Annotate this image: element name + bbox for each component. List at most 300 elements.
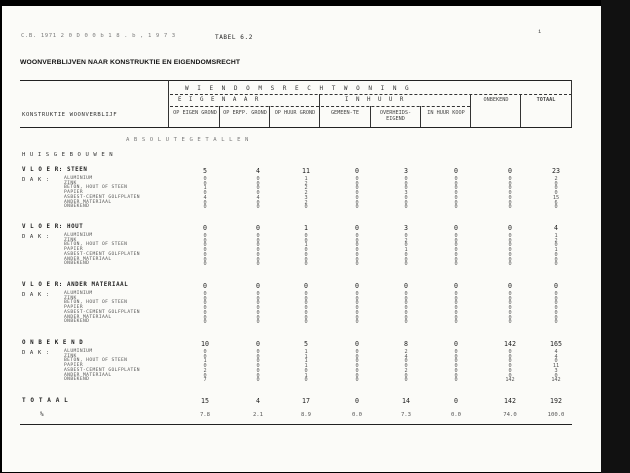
group-main-value: 5 (203, 167, 207, 175)
dak-value: 0 (454, 247, 458, 254)
percent-value: 0.0 (450, 412, 462, 418)
dak-item-label: ALUMINIUM (64, 291, 93, 296)
dak-value-column (399, 292, 413, 325)
dak-value-column (549, 350, 563, 383)
dak-value: 2 (404, 237, 408, 244)
dak-value: 0 (508, 242, 512, 249)
dak-item-label: ONBEKEND (64, 377, 90, 383)
dak-value: 0 (256, 251, 260, 258)
dak-value: 4 (554, 353, 558, 360)
dak-value: 0 (203, 261, 207, 268)
dak-value: 0 (304, 319, 308, 326)
dak-label: D A K : (22, 350, 50, 356)
dak-value: 0 (256, 185, 260, 192)
dak-value: 0 (404, 180, 408, 187)
dak-value-column (549, 234, 563, 267)
dak-value: 0 (355, 261, 359, 268)
dak-value: 0 (355, 190, 359, 197)
dak-value: 0 (554, 185, 558, 192)
dak-value-column (350, 350, 364, 383)
dak-value-column (449, 350, 463, 383)
page-mark: i (538, 29, 542, 35)
total-value: 15 (201, 397, 209, 405)
dak-value: 0 (508, 199, 512, 206)
table-number: TABEL 6.2 (215, 34, 253, 41)
dak-value-column (251, 350, 265, 383)
dak-item-label: PAPIER (64, 247, 83, 253)
percent-value: 2.1 (252, 412, 264, 418)
total-value: 142 (504, 397, 516, 405)
dak-item-label: BETON, HOUT OF STEEN (64, 185, 128, 191)
group-main-value: 10 (201, 340, 209, 348)
dak-value: 0 (404, 291, 408, 297)
dak-item-label: BETON, HOUT OF STEEN (64, 242, 128, 248)
dak-value: 2 (203, 367, 207, 374)
dak-value: 0 (508, 295, 512, 302)
dak-value: 0 (508, 358, 512, 365)
dak-value: 0 (404, 251, 408, 258)
dak-value: 0 (203, 305, 207, 312)
dak-value: 0 (355, 305, 359, 312)
dak-value: 0 (203, 300, 207, 307)
dak-value: 0 (454, 185, 458, 192)
dak-value: 0 (508, 185, 512, 192)
dak-value: 0 (404, 233, 408, 239)
dak-value: 142 (551, 377, 561, 384)
totals-label: T O T A A L (22, 397, 69, 404)
dak-item-label: PAPIER (64, 363, 83, 369)
col-header-5: OVERHEIDS-EIGEND (379, 110, 412, 122)
dak-value: 0 (203, 372, 207, 379)
percent-value: 7.8 (199, 412, 211, 418)
dak-value: 0 (554, 358, 558, 365)
dak-value-column (503, 350, 517, 383)
total-value: 0 (454, 397, 458, 405)
group-main-value: 0 (554, 282, 558, 290)
dak-value: 0 (404, 314, 408, 321)
total-value: 17 (302, 397, 310, 405)
dak-value: 0 (304, 295, 308, 302)
dak-value: 0 (256, 377, 260, 384)
dak-value: 0 (355, 185, 359, 192)
dak-value: 0 (355, 291, 359, 297)
dak-value: 2 (404, 367, 408, 374)
col-header-3: OP HUUR GROND (274, 110, 316, 116)
group-main-value: 0 (454, 282, 458, 290)
dak-value-column (503, 177, 517, 210)
dak-value-column (299, 177, 313, 210)
dak-value: 0 (304, 204, 308, 211)
dak-value: 0 (355, 247, 359, 254)
percent-value: 100.0 (547, 412, 565, 418)
dak-value: 0 (256, 233, 260, 239)
dak-value-column (449, 292, 463, 325)
dak-value: 0 (203, 251, 207, 258)
col-header-6: IN HUUR KOOP (427, 110, 465, 116)
vline-6 (420, 106, 421, 127)
dak-value: 0 (404, 319, 408, 326)
rule-top (20, 80, 572, 81)
vline-2 (219, 106, 220, 127)
dak-value: 0 (454, 180, 458, 187)
dak-value: 0 (304, 291, 308, 297)
dak-value: 0 (304, 377, 308, 384)
dak-value: 0 (355, 199, 359, 206)
dak-value: 0 (454, 309, 458, 316)
dak-value: 7 (203, 377, 207, 384)
dak-value-column (449, 234, 463, 267)
total-value: 14 (402, 397, 410, 405)
house-label: H U I S G E B O U W E N (22, 152, 114, 158)
dak-value: 0 (203, 319, 207, 326)
dak-value: 0 (454, 291, 458, 297)
dak-value: 0 (454, 256, 458, 263)
group-main-value: 0 (256, 224, 260, 232)
dak-value: 0 (508, 300, 512, 307)
dak-label: D A K : (22, 234, 50, 240)
dak-value: 2 (304, 199, 308, 206)
dak-value: 0 (256, 242, 260, 249)
dak-value: 0 (508, 176, 512, 182)
dak-value: 0 (508, 251, 512, 258)
dak-value: 0 (404, 204, 408, 211)
dak-value: 0 (508, 237, 512, 244)
group-header-in-huur: I N H U U R (345, 97, 406, 103)
group-main-value: 0 (355, 340, 359, 348)
group-main-value: 23 (552, 167, 560, 175)
dak-value: 0 (554, 309, 558, 316)
vline-5 (370, 106, 371, 127)
dak-value: 0 (304, 309, 308, 316)
dak-value: 0 (304, 261, 308, 268)
dak-value: 4 (404, 353, 408, 360)
dak-value: 0 (404, 377, 408, 384)
dak-value: 0 (554, 242, 558, 249)
dak-value: 0 (404, 256, 408, 263)
dak-value: 0 (454, 363, 458, 370)
dak-value: 0 (454, 242, 458, 249)
dak-value: 0 (404, 242, 408, 249)
dak-value: 1 (304, 349, 308, 355)
dak-value: 0 (256, 358, 260, 365)
dak-value: 0 (454, 319, 458, 326)
dak-value: 0 (355, 363, 359, 370)
dak-value: 0 (256, 247, 260, 254)
dak-value: 0 (203, 204, 207, 211)
dak-value-column (198, 350, 212, 383)
dak-value: 0 (256, 367, 260, 374)
dak-value-column (198, 177, 212, 210)
rule-bottom (20, 424, 572, 425)
dak-value: 15 (552, 194, 560, 201)
dak-value: 0 (554, 305, 558, 312)
dak-value: 0 (355, 349, 359, 355)
dak-value: 0 (454, 367, 458, 374)
dak-item-label: PAPIER (64, 190, 83, 196)
dak-value: 4 (256, 194, 260, 201)
dak-value: 1 (554, 233, 558, 239)
dak-value: 0 (256, 363, 260, 370)
dak-item-label: ANDER MATERIAAL (64, 314, 112, 320)
dak-value: 0 (304, 256, 308, 263)
rule-group (170, 94, 572, 95)
dak-value: 0 (554, 204, 558, 211)
dak-value-column (549, 177, 563, 210)
dak-value: 0 (554, 251, 558, 258)
percent-value: 74.0 (503, 412, 517, 418)
dak-label: D A K : (22, 292, 50, 298)
dak-value: 0 (203, 242, 207, 249)
total-value: 4 (256, 397, 260, 405)
dak-value: 0 (203, 291, 207, 297)
dak-value: 0 (304, 237, 308, 244)
dak-value: 0 (256, 180, 260, 187)
dak-value: 0 (355, 314, 359, 321)
dak-value: 0 (203, 247, 207, 254)
dak-value: 0 (454, 194, 458, 201)
dak-value: 0 (355, 242, 359, 249)
dak-value: 0 (508, 372, 512, 379)
dak-value: 0 (203, 237, 207, 244)
dak-value: 0 (355, 176, 359, 182)
dak-value: 0 (355, 377, 359, 384)
dak-value: 0 (454, 314, 458, 321)
dak-value: 0 (404, 363, 408, 370)
col-header-2: OP ERFP. GROND (223, 110, 267, 116)
group-main-value: 0 (454, 167, 458, 175)
dak-value: 2 (554, 237, 558, 244)
dak-value: 0 (508, 291, 512, 297)
group-main-value: 0 (203, 282, 207, 290)
dak-item-label: ANDER MATERIAAL (64, 199, 112, 205)
dak-value: 0 (508, 190, 512, 197)
dak-value: 0 (256, 291, 260, 297)
rule-header-bottom (20, 127, 572, 128)
dak-value: 0 (454, 233, 458, 239)
dak-value: 0 (508, 309, 512, 316)
group-main-value: 4 (554, 224, 558, 232)
dak-value: 4 (203, 194, 207, 201)
dak-item-label: BETON, HOUT OF STEEN (64, 358, 128, 364)
dak-value: 1 (304, 176, 308, 182)
dak-value: 0 (404, 176, 408, 182)
group-main-value: 0 (355, 282, 359, 290)
group-main-value: 0 (454, 224, 458, 232)
dak-value: 0 (203, 349, 207, 355)
dak-value: 2 (304, 190, 308, 197)
dak-value: 0 (355, 295, 359, 302)
dak-value: 1 (404, 247, 408, 254)
dak-value: 1 (304, 363, 308, 370)
dak-value: 0 (454, 237, 458, 244)
group-main-value: 5 (304, 340, 308, 348)
dak-value: 0 (355, 372, 359, 379)
dak-value: 0 (554, 314, 558, 321)
dak-value-column (503, 234, 517, 267)
vline-8 (520, 94, 521, 127)
rule-subgroup (170, 106, 470, 107)
dak-label: D A K : (22, 177, 50, 183)
col-header-7: ONBEKEND (483, 97, 509, 103)
dak-value: 3 (554, 367, 558, 374)
dak-value: 1 (203, 185, 207, 192)
dak-value: 0 (508, 349, 512, 355)
dak-value: 6 (554, 199, 558, 206)
dak-item-label: ALUMINIUM (64, 233, 93, 238)
dak-value: 0 (454, 358, 458, 365)
dak-value: 0 (355, 367, 359, 374)
vline-9 (571, 80, 572, 127)
vline-4 (319, 94, 320, 127)
dak-value: 0 (355, 300, 359, 307)
group-label: V L O E R: ANDER MATERIAAL (22, 282, 129, 288)
dak-value: 2 (304, 185, 308, 192)
dak-item-label: ONBEKEND (64, 204, 90, 210)
col-header-8: TOTAAL (536, 97, 556, 103)
group-main-value: 3 (404, 224, 408, 232)
group-main-value: 0 (203, 224, 207, 232)
dak-value: 0 (355, 237, 359, 244)
group-label: V L O E R: STEEN (22, 167, 88, 173)
group-main-value: 165 (550, 340, 562, 348)
dak-value: 0 (256, 256, 260, 263)
absolute-caption: A B S O L U T E G E T A L L E N (126, 137, 249, 143)
dak-value: 0 (404, 358, 408, 365)
dak-value: 0 (203, 353, 207, 360)
dak-value: 1 (304, 358, 308, 365)
percent-value: 0.0 (351, 412, 363, 418)
dak-value: 0 (355, 309, 359, 316)
dak-value: 0 (404, 261, 408, 268)
dak-value-column (198, 292, 212, 325)
dak-value: 0 (508, 261, 512, 268)
dak-value: 1 (304, 353, 308, 360)
dak-value: 0 (404, 194, 408, 201)
dak-value-column (299, 292, 313, 325)
dak-value: 0 (256, 300, 260, 307)
dak-value-column (251, 177, 265, 210)
scan-edge (601, 0, 630, 473)
percent-value: 7.3 (400, 412, 412, 418)
dak-value-column (549, 292, 563, 325)
dak-value: 0 (454, 199, 458, 206)
dak-value: 0 (256, 353, 260, 360)
dak-value-column (399, 177, 413, 210)
dak-value: 0 (256, 349, 260, 355)
dak-item-label: PAPIER (64, 305, 83, 311)
vline-7 (470, 94, 471, 127)
dak-value: 0 (256, 305, 260, 312)
dak-value: 0 (508, 314, 512, 321)
group-main-value: 0 (404, 282, 408, 290)
dak-value: 0 (355, 251, 359, 258)
dak-value: 0 (304, 367, 308, 374)
dak-value-column (198, 234, 212, 267)
dak-value-column (399, 234, 413, 267)
dak-value: 0 (454, 251, 458, 258)
dak-value: 0 (355, 204, 359, 211)
dak-value: 2 (304, 180, 308, 187)
dak-value: 0 (454, 295, 458, 302)
dak-value: 0 (203, 256, 207, 263)
dak-value-column (251, 292, 265, 325)
dak-item-label: ASBEST-CEMENT GOLFPLATEN (64, 367, 140, 373)
dak-item-label: ZINK (64, 180, 77, 186)
dak-value: 0 (404, 305, 408, 312)
dak-item-label: ONBEKEND (64, 319, 90, 325)
dak-value: 0 (256, 190, 260, 197)
group-main-value: 4 (256, 167, 260, 175)
dak-value: 0 (404, 199, 408, 206)
dak-value: 3 (304, 194, 308, 201)
group-main-value: 8 (404, 340, 408, 348)
dak-value: 0 (203, 180, 207, 187)
dak-value: 0 (203, 199, 207, 206)
dak-value: 0 (508, 319, 512, 326)
dak-value: 0 (355, 353, 359, 360)
dak-value: 2 (554, 176, 558, 182)
dak-value-column (449, 177, 463, 210)
dak-value: 0 (454, 176, 458, 182)
percent-value: 8.9 (300, 412, 312, 418)
dak-value: 0 (256, 319, 260, 326)
dak-item-label: ZINK (64, 237, 77, 243)
group-main-value: 0 (355, 167, 359, 175)
group-main-value: 142 (504, 340, 516, 348)
dak-value: 0 (355, 358, 359, 365)
dak-value: 0 (454, 300, 458, 307)
dak-value: 0 (355, 194, 359, 201)
col-header-1: OP EIGEN GROND (173, 110, 217, 116)
dak-value: 0 (454, 372, 458, 379)
dak-value-column (251, 234, 265, 267)
dak-value: 142 (505, 377, 515, 384)
dak-value: 0 (554, 291, 558, 297)
dak-value-column (399, 350, 413, 383)
group-main-value: 0 (355, 224, 359, 232)
group-main-value: 0 (256, 340, 260, 348)
dak-value: 1 (304, 372, 308, 379)
dak-value: 0 (355, 233, 359, 239)
group-label: V L O E R: HOUT (22, 224, 84, 230)
dak-item-label: ASBEST-CEMENT GOLFPLATEN (64, 251, 140, 257)
dak-value: 0 (256, 372, 260, 379)
dak-value: 0 (554, 180, 558, 187)
dak-value: 0 (508, 180, 512, 187)
dak-item-label: ZINK (64, 295, 77, 301)
dak-value: 4 (554, 349, 558, 355)
dak-value: 0 (554, 256, 558, 263)
dak-value: 0 (203, 176, 207, 182)
dak-value: 0 (404, 295, 408, 302)
dak-item-label: ASBEST-CEMENT GOLFPLATEN (64, 309, 140, 315)
dak-value-column (350, 234, 364, 267)
dak-value: 0 (508, 353, 512, 360)
dak-value: 0 (454, 190, 458, 197)
dak-item-label: ALUMINIUM (64, 349, 93, 354)
dak-value: 1 (203, 358, 207, 365)
group-main-value: 0 (454, 340, 458, 348)
dak-value: 0 (508, 363, 512, 370)
dak-value: 0 (554, 261, 558, 268)
dak-value-column (299, 350, 313, 383)
dak-value: 0 (355, 319, 359, 326)
dak-value: 0 (454, 204, 458, 211)
dak-value: 0 (554, 190, 558, 197)
dak-value: 0 (508, 305, 512, 312)
total-value: 192 (550, 397, 562, 405)
dak-value-column (350, 292, 364, 325)
